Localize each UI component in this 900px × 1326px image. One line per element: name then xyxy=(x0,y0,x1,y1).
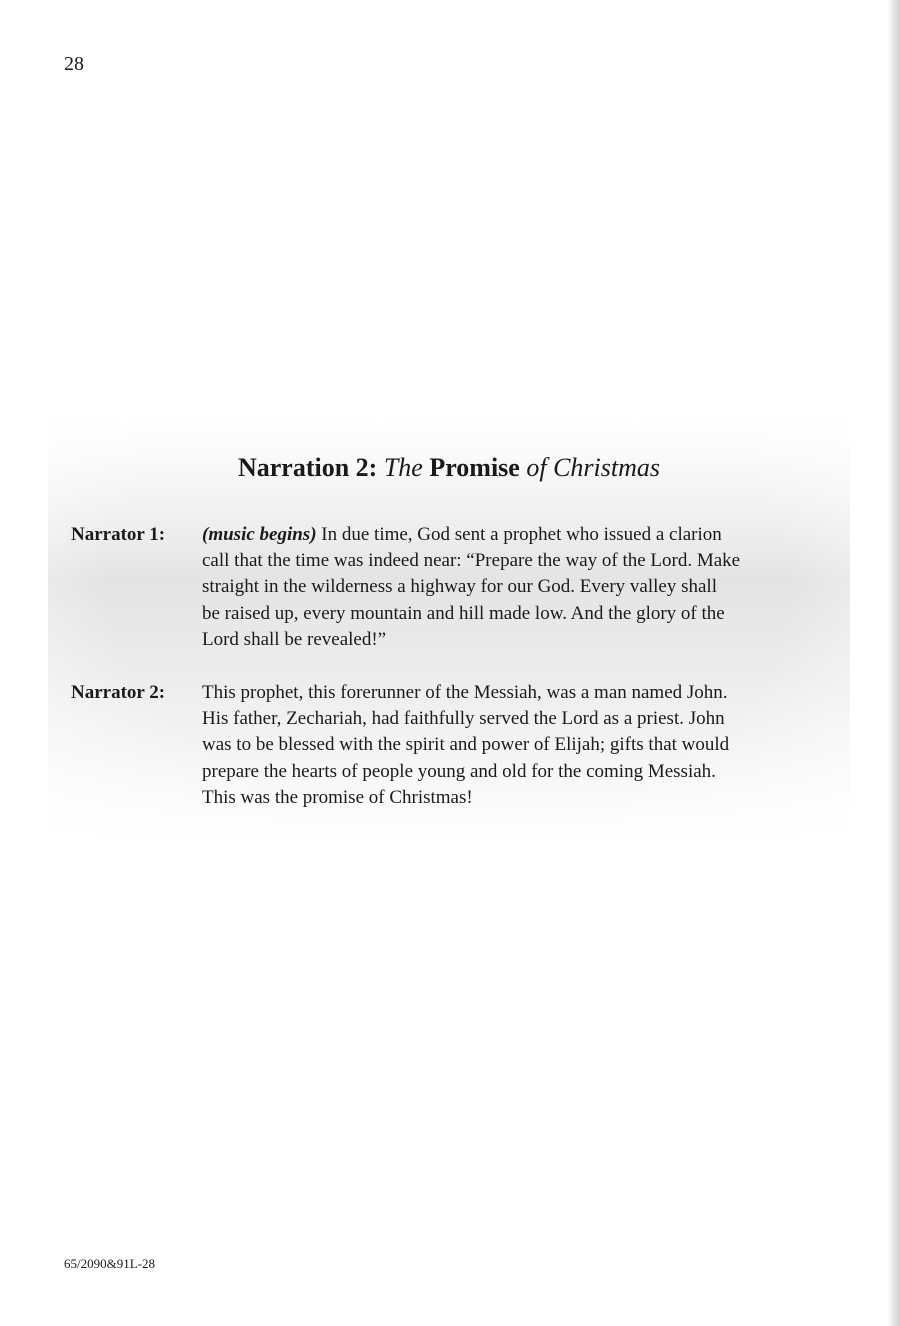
speaker-label: Narrator 2: xyxy=(71,682,166,703)
speech-line: straight in the wilderness a highway for our God. Every valley shall xyxy=(202,576,717,598)
speech-line: Lord shall be revealed!” xyxy=(202,628,387,650)
page-number: 28 xyxy=(64,53,84,75)
speech-text xyxy=(202,680,832,811)
speech-line: call that the time was indeed near: “Prepare the way of the Lord. Make xyxy=(202,550,741,572)
title-of-christmas: of Christmas xyxy=(526,453,660,482)
speech-line: prepare the hearts of people young and old for the coming Messiah. xyxy=(202,760,716,782)
title-promise: Promise xyxy=(429,453,520,482)
speech-line: was to be blessed with the spirit and power of Elijah; gifts that would xyxy=(202,734,730,756)
title-number: Narration 2: xyxy=(237,453,378,482)
page-edge-shadow xyxy=(888,0,900,1326)
title-the: The xyxy=(383,453,423,482)
stage-direction: (music begins) xyxy=(202,524,317,545)
speech-line-text: In due time, God sent a prophet who issued a clarion xyxy=(316,524,722,545)
footer-catalog-code: 65/2090&91L-28 xyxy=(64,1256,155,1271)
speaker-label: Narrator 1: xyxy=(71,524,166,545)
narration-panel xyxy=(48,418,850,846)
speech-text xyxy=(202,522,832,653)
speech-line: His father, Zechariah, had faithfully served the Lord as a priest. John xyxy=(202,708,725,730)
speech-line: This was the promise of Christmas! xyxy=(202,786,473,808)
speech-line: This prophet, this forerunner of the Messiah, was a man named John. xyxy=(202,682,728,703)
speech-line: be raised up, every mountain and hill made low. And the glory of the xyxy=(202,602,725,624)
narration-title xyxy=(48,452,850,484)
speech-line xyxy=(202,522,832,548)
